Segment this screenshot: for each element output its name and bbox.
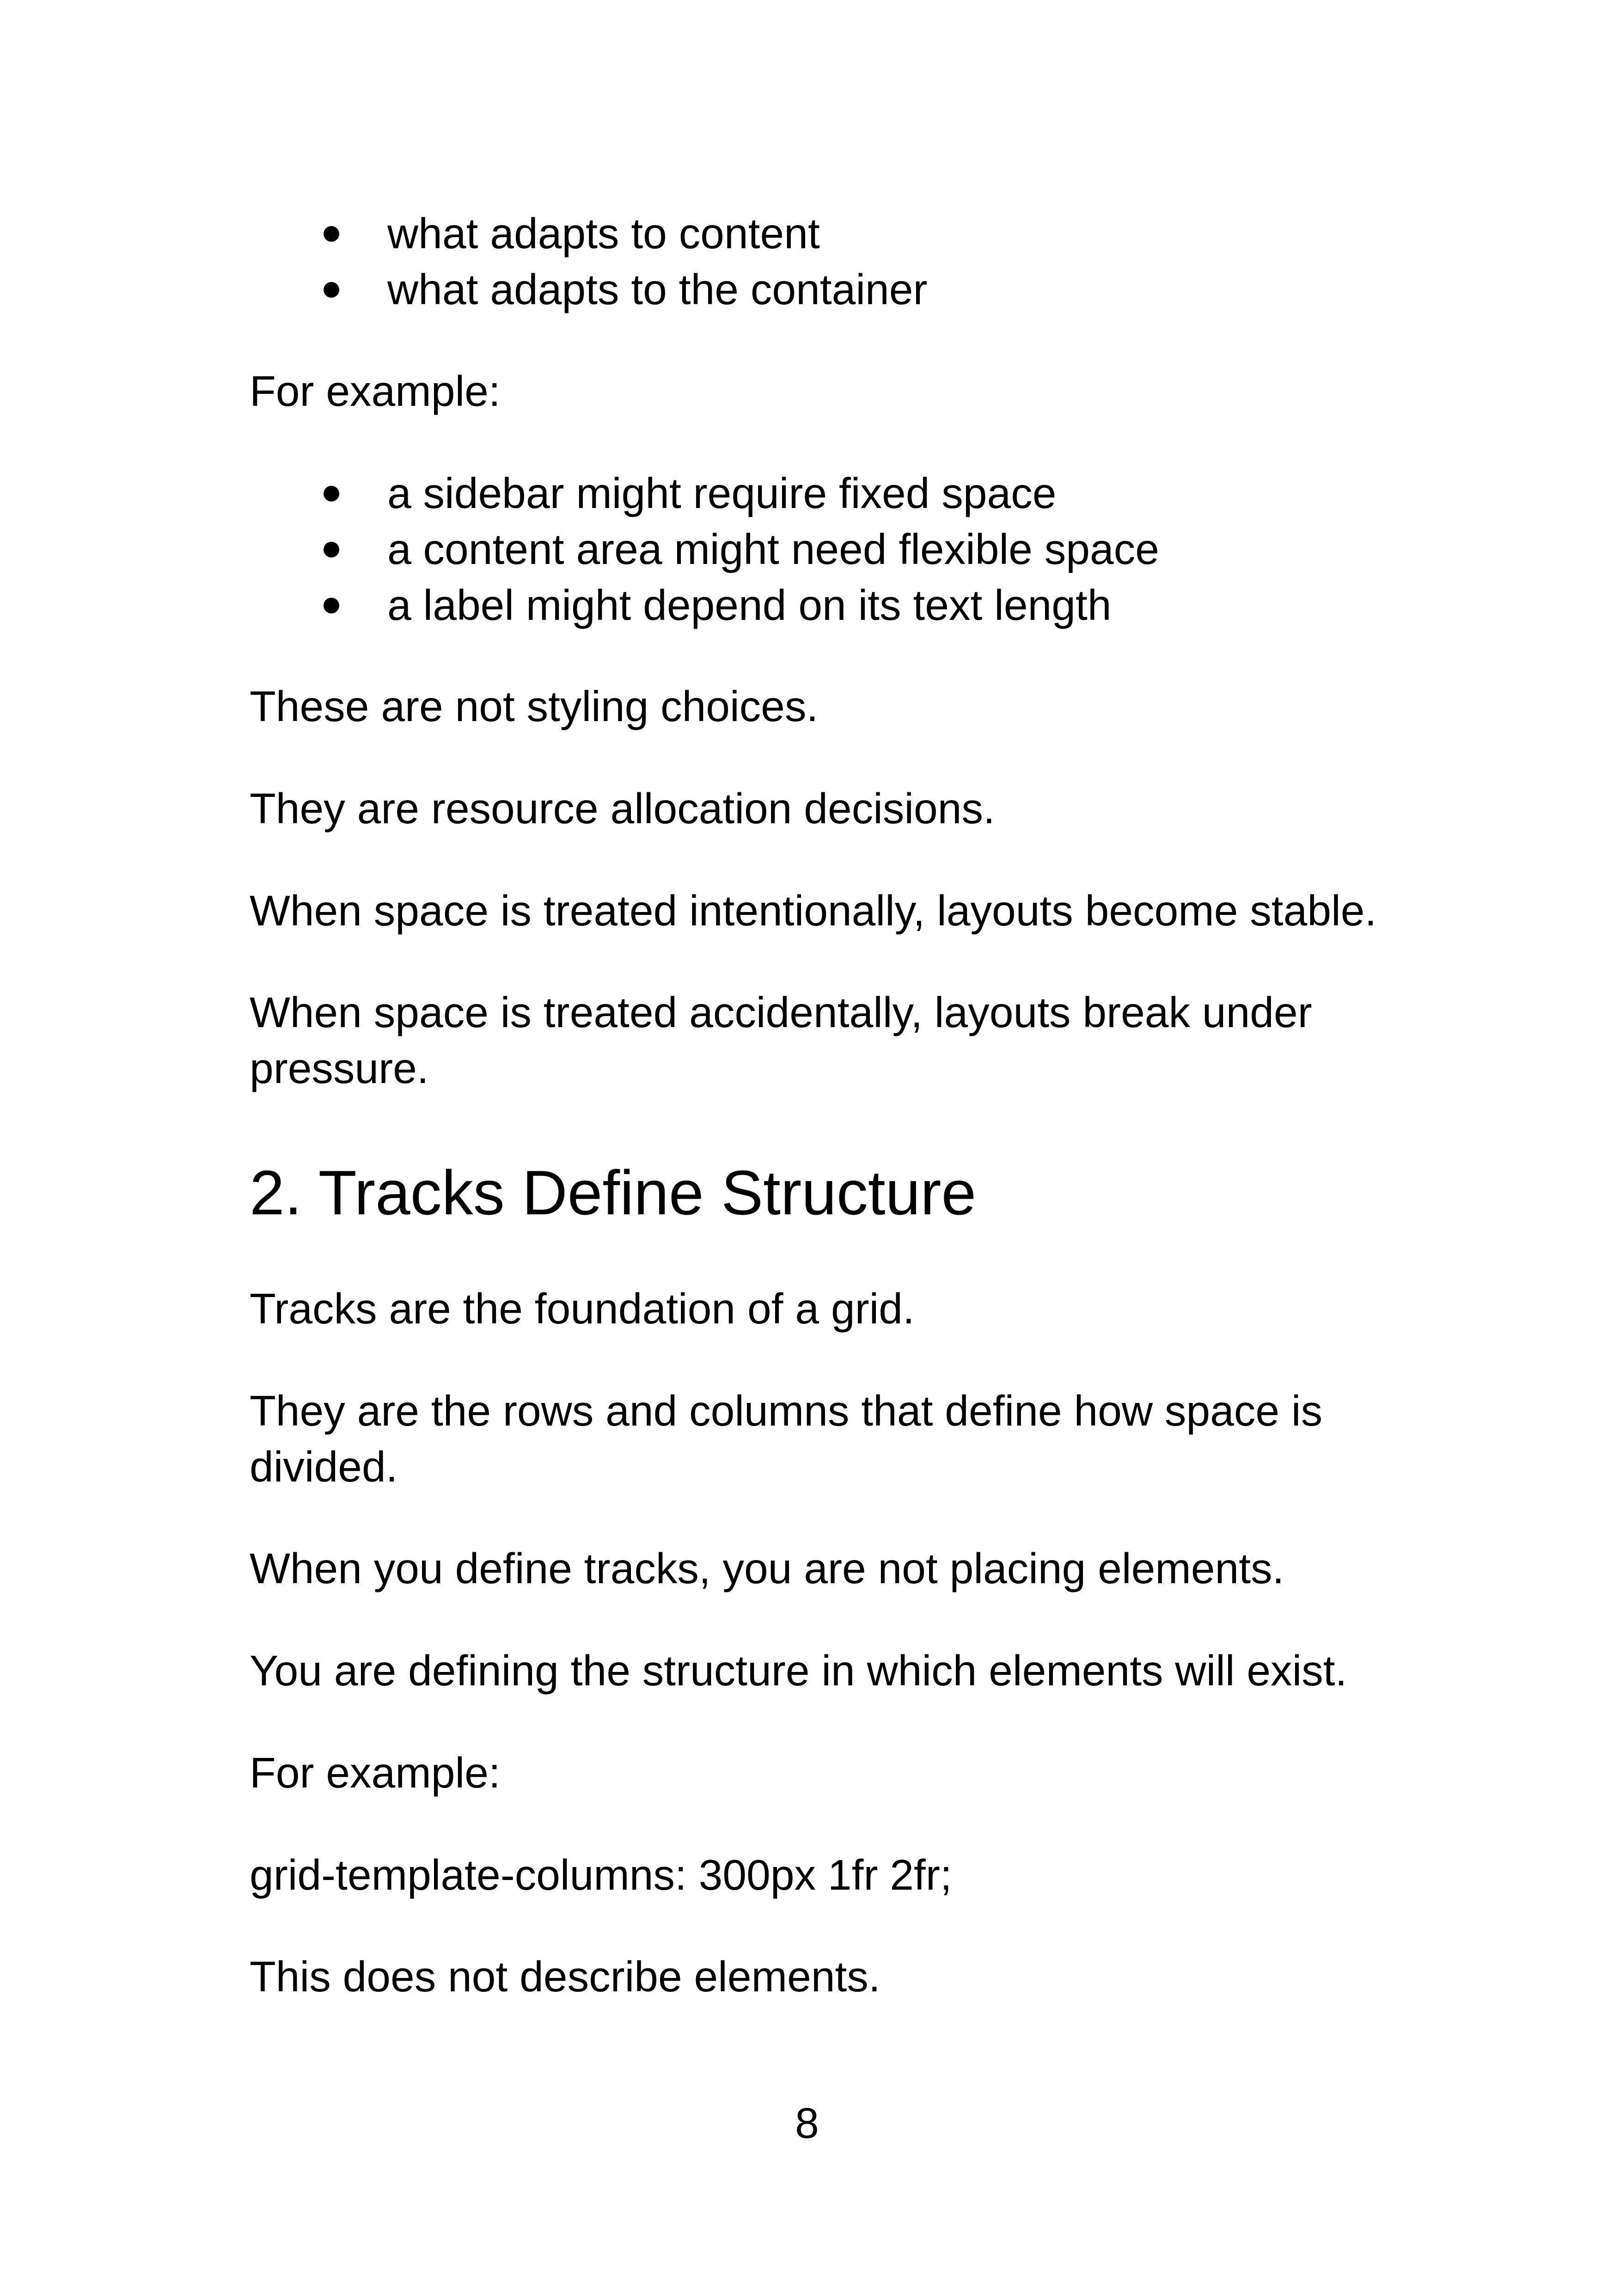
bullet-icon xyxy=(324,226,339,242)
list-item xyxy=(0,521,1614,577)
bullet-icon xyxy=(324,598,339,613)
paragraph: They are the rows and columns that define how space is xyxy=(250,1387,1323,1435)
bullet-icon xyxy=(324,486,339,502)
paragraph: These are not styling choices. xyxy=(250,682,819,730)
list-item-text: what adapts to the container xyxy=(387,265,928,313)
section-heading: 2. Tracks Define Structure xyxy=(250,1157,977,1228)
list-item xyxy=(0,262,1614,318)
list-item xyxy=(0,577,1614,633)
list-item-text: a sidebar might require fixed space xyxy=(387,469,1057,517)
paragraph: They are resource allocation decisions. xyxy=(250,784,995,833)
paragraph: You are defining the structure in which elements will exist. xyxy=(250,1647,1347,1695)
paragraph: When space is treated accidentally, layouts break under xyxy=(250,988,1312,1036)
paragraph: When space is treated intentionally, layouts become stable. xyxy=(250,887,1377,935)
paragraph: For example: xyxy=(250,367,501,415)
page-number: 8 xyxy=(795,2099,819,2147)
list-item xyxy=(0,465,1614,521)
list-item-text: a content area might need flexible space xyxy=(387,525,1159,573)
paragraph: divided. xyxy=(250,1443,398,1491)
paragraph: pressure. xyxy=(250,1044,429,1092)
paragraph: When you define tracks, you are not placing elements. xyxy=(250,1544,1284,1592)
paragraph: For example: xyxy=(250,1749,501,1797)
bullet-icon xyxy=(324,542,339,557)
paragraph: This does not describe elements. xyxy=(250,1953,880,2001)
list-item-text: a label might depend on its text length xyxy=(387,581,1112,629)
list-item xyxy=(0,206,1614,262)
code-line: grid-template-columns: 300px 1fr 2fr; xyxy=(250,1851,952,1899)
list-item-text: what adapts to content xyxy=(387,209,820,257)
bullet-icon xyxy=(324,282,339,298)
paragraph: Tracks are the foundation of a grid. xyxy=(250,1285,915,1333)
